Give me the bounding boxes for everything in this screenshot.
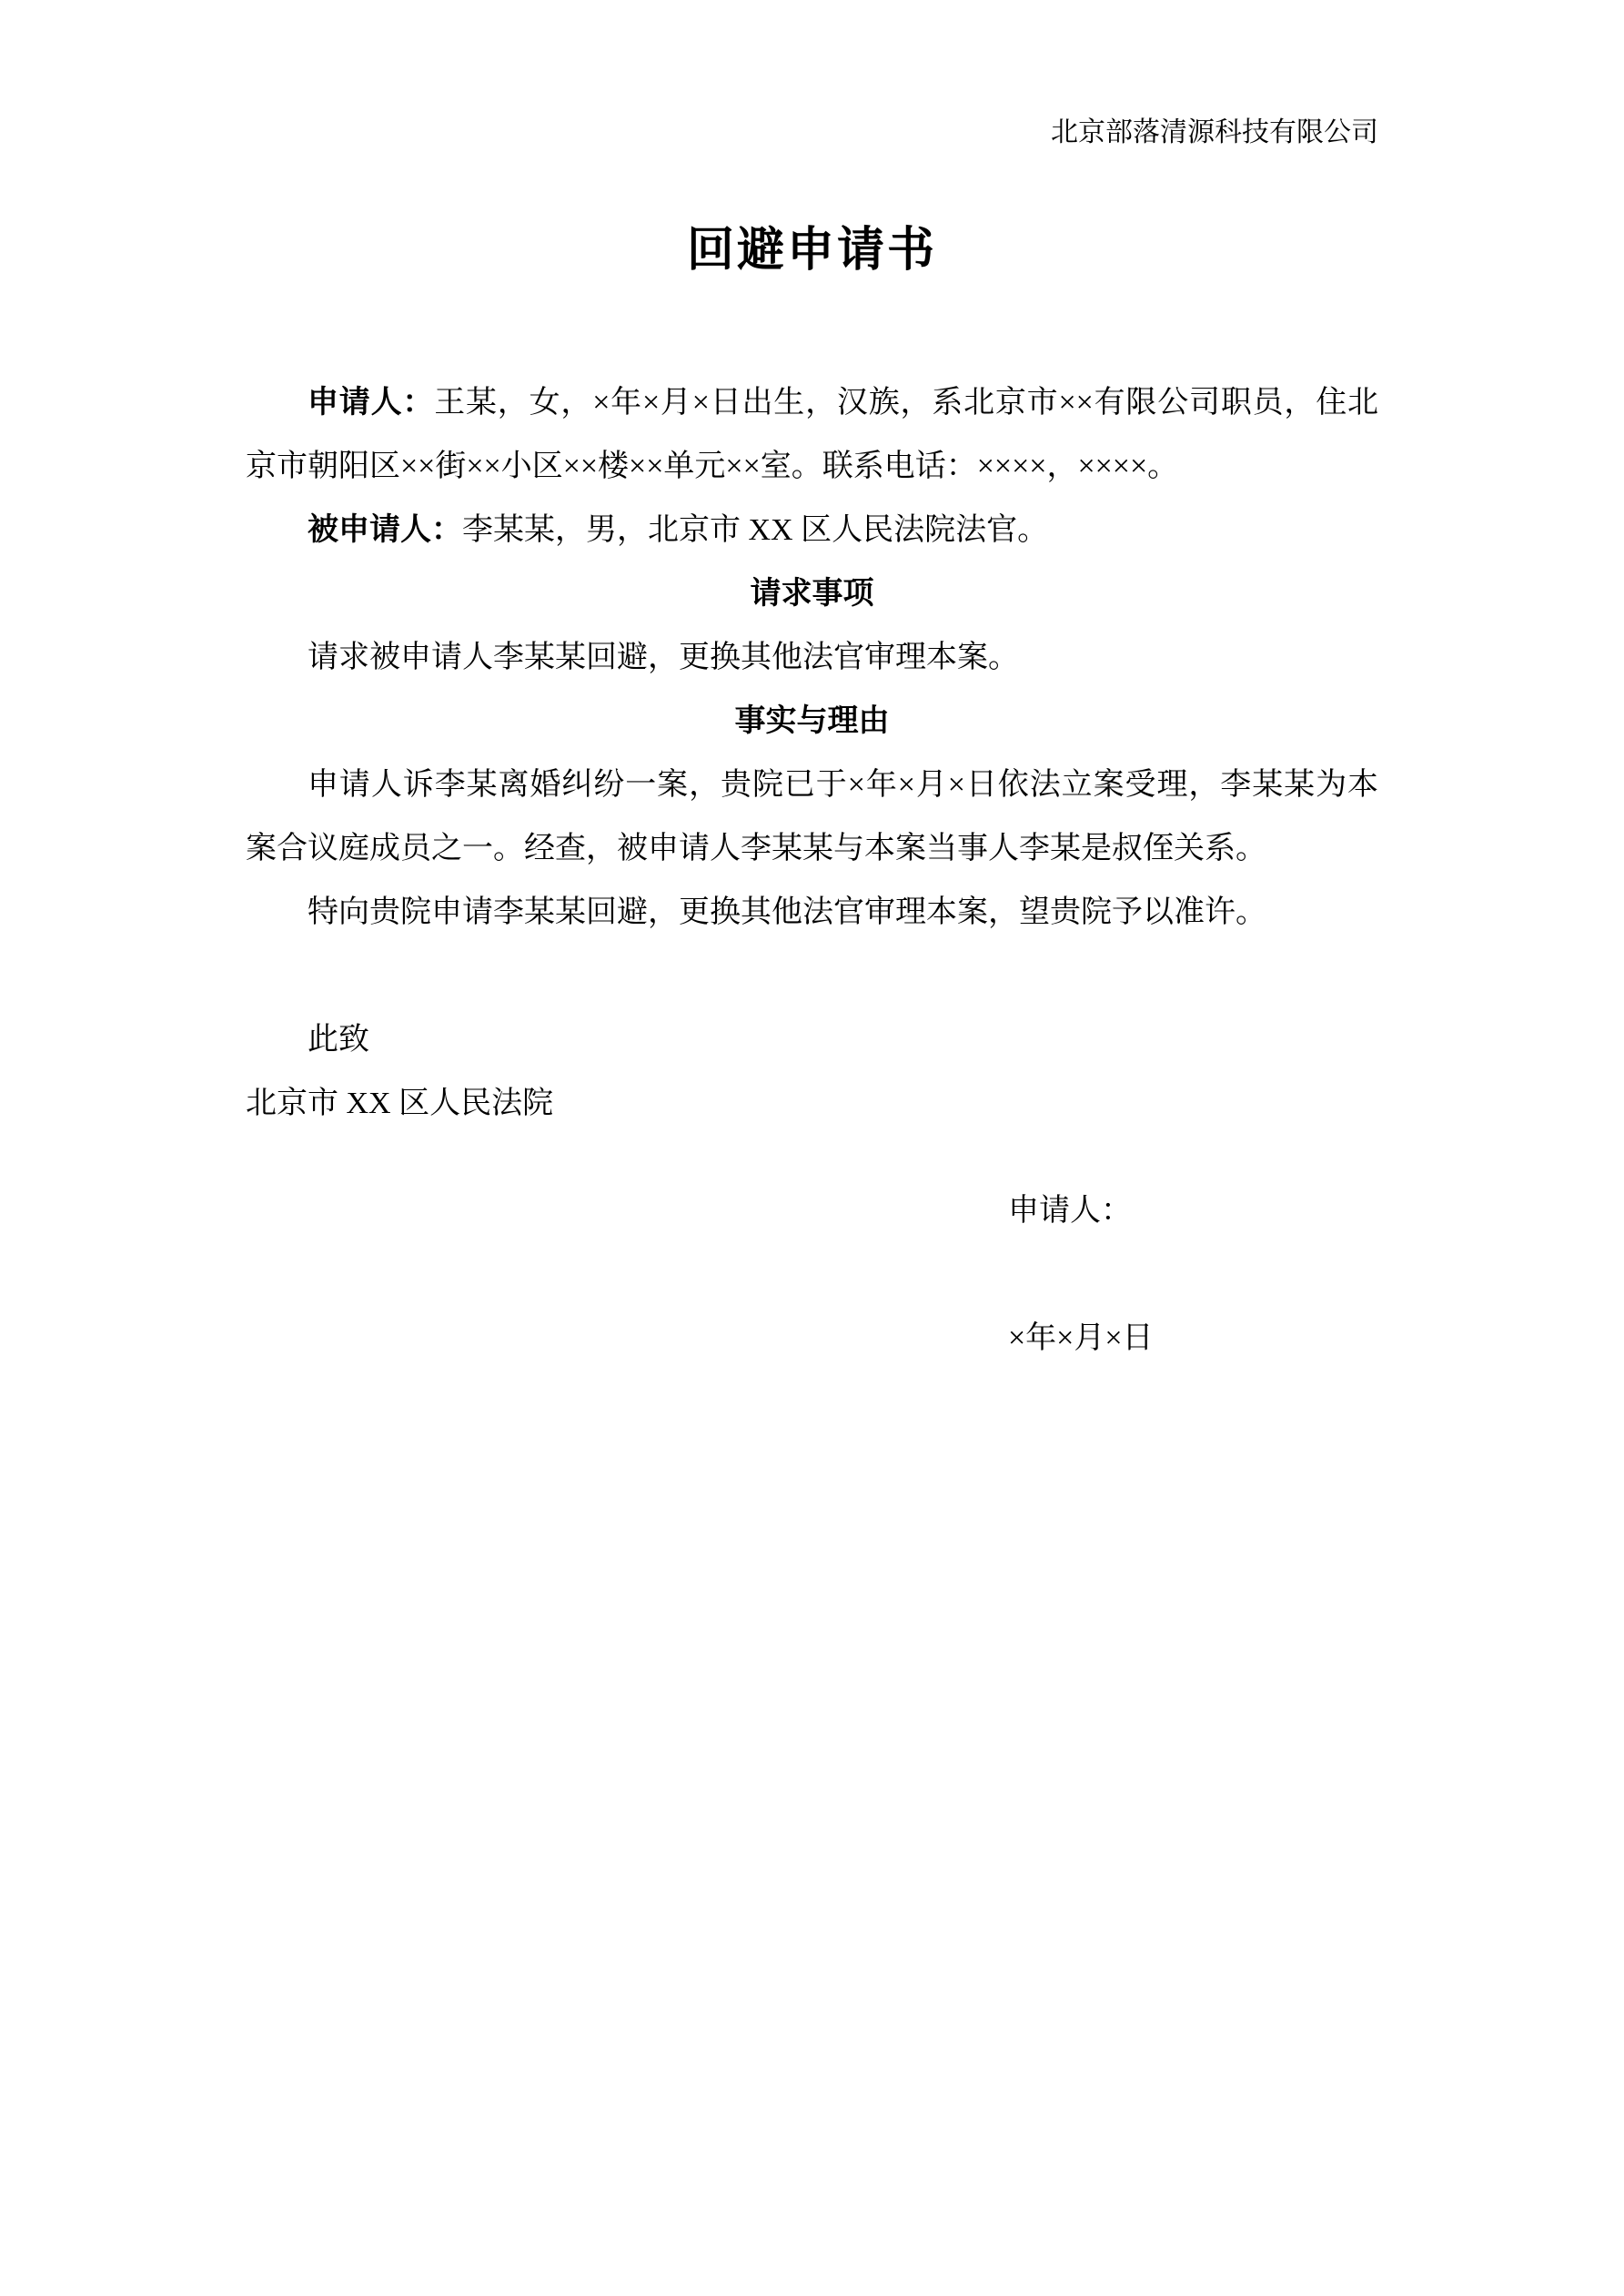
respondent-text: 李某某，男，北京市 XX 区人民法院法官。 [462,513,1049,547]
request-heading: 请求事项 [750,577,874,611]
closing-salute: 此致 [308,1023,369,1057]
document-body [246,371,1378,1371]
signature-date: ×年×月×日 [1008,1321,1154,1355]
company-header: 北京部落清源科技有限公司 [1051,117,1378,147]
facts-heading: 事实与理由 [734,704,890,738]
closing-court: 北京市 XX 区人民法院 [246,1087,554,1120]
signature-label: 申请人： [1008,1194,1132,1228]
applicant-label: 申请人： [308,386,435,420]
facts-paragraph-1: 申请人诉李某离婚纠纷一案，贵院已于×年×月×日依法立案受理，李某某为本案合议庭成员之一。经查，被申请人李某某与本案当事人李某是叔侄关系。 [246,768,1378,865]
respondent-label: 被申请人： [308,513,462,547]
signature-block [1008,1179,1378,1371]
document-title: 回避申请书 [686,225,937,277]
respondent-paragraph [246,499,1378,562]
applicant-paragraph [246,371,1378,499]
request-text: 请求被申请人李某某回避，更换其他法官审理本案。 [308,641,1019,674]
applicant-text: 王某，女，×年×月×日出生，汉族，系北京市××有限公司职员，住北京市朝阳区××街××小区××楼××单元××室。联系电话：××××，××××。 [246,386,1379,483]
facts-paragraph-2: 特向贵院申请李某某回避，更换其他法官审理本案，望贵院予以准许。 [308,895,1266,929]
